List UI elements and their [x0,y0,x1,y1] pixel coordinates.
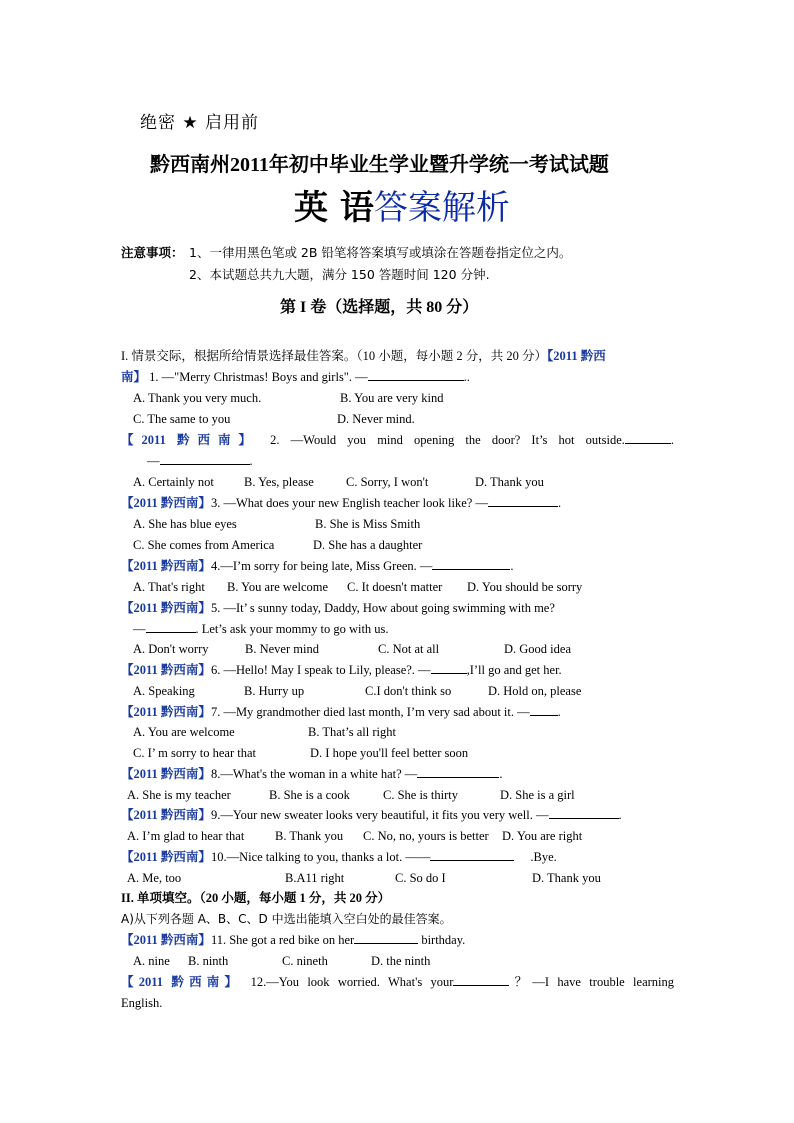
answer-blank [432,557,510,570]
question-text: 5. —It’ s sunny today, Daddy, How about going swimming with me? [210,601,555,615]
question-tag: 【2011 黔西南】 [121,601,211,615]
subject-title [294,180,510,229]
question-text: 6. —Hello! May I speak to Lily, please?. — [210,663,431,677]
option: C. So do I [395,871,446,885]
question-tag: 【2011 黔西南】 [121,767,211,781]
option: A. She has blue eyes [133,517,237,531]
option: B. She is a cook [269,788,350,802]
question-row [121,598,674,619]
question-row [121,847,674,868]
section-title: 第 I 卷（选择题，共 80 分） [280,299,479,316]
option: A. nine [133,954,170,968]
answer-blank [549,806,619,819]
question-tag: 【2011 黔西南】 [121,933,211,947]
subject-main: 英 语 [294,188,374,228]
option: A. She is my teacher [127,788,231,802]
exam-title: 黔西南州2011年初中毕业生学业暨升学统一考试试题 [150,154,609,176]
question-tail: . [499,767,503,781]
option: C. nineth [282,954,328,968]
question-tail: ,I’ll go and get her. [466,663,562,677]
question-row [133,619,686,640]
notice-item-1: 1、一律用黑色笔或 2B 铅笔将答案填写或填涂在答题卷指定位之内。 [189,245,572,260]
option: A. Speaking [133,684,195,698]
part1-instructions: I. 情景交际，根据所给情景选择最佳答案。（10 小题，每小题 2 分，共 20 分） [121,349,548,363]
question-tail: . Let’s ask your mommy to go with us. [195,622,389,636]
option: D. You should be sorry [467,580,583,594]
part2-title: II. 单项填空。（20 小题，每小题 1 分，共 20 分） [121,891,391,905]
question-row [121,660,674,681]
question-text: — [147,454,160,468]
question-row [121,764,674,785]
question-row [121,556,674,577]
subject-answer-label: 答案解析 [373,188,510,228]
question-text: 12.—You look worried. What's your [250,975,454,989]
question-tag: 南】 [121,370,147,384]
option: D. the ninth [371,954,431,968]
question-tag: 【2011 黔西南】 [121,663,211,677]
question-text: 2. —Would you mind opening the door? It’s hot outside. [270,433,625,447]
option: A. Don't worry [133,642,209,656]
question-row [121,805,674,826]
option: D. Thank you [475,475,544,489]
question-row [121,930,674,951]
question-tag: 【2011 黔西 [547,349,606,363]
question-tail: . [670,433,675,447]
question-tail: birthday. [418,933,466,947]
option: C. The same to you [133,412,231,426]
option: C. She is thirty [383,788,459,802]
option: A. You are welcome [133,725,235,739]
option: B. ninth [188,954,229,968]
question-tag: 【2011 黔西南】 [121,705,211,719]
question-text: 7. —My grandmother died last month, I’m very sad about it. — [210,705,530,719]
question-text: — [133,622,146,636]
option: B. That’s all right [308,725,396,739]
answer-blank [146,620,196,633]
question-tail: . [557,705,561,719]
question-row [147,451,700,472]
answer-blank [453,973,509,986]
option: C. Sorry, I won't [346,475,429,489]
answer-blank [625,431,671,444]
option: B. Thank you [275,829,344,843]
option: C. It doesn't matter [347,580,443,594]
option: D. You are right [502,829,583,843]
option: B. Yes, please [244,475,314,489]
option: C. Not at all [378,642,440,656]
question-text: 1. —"Merry Christmas! Boys and girls". — [149,370,368,384]
option: D. I hope you'll feel better soon [310,746,469,760]
part2-subtitle: A)从下列各题 A、B、C、D 中选出能填入空白处的最佳答案。 [121,912,452,926]
answer-blank [530,703,558,716]
question-text: 3. —What does your new English teacher look like? — [210,496,488,510]
question-text: 9.—Your new sweater looks very beautiful, it fits you very well. — [210,808,549,822]
option: B. You are welcome [227,580,329,594]
question-tag: 【2011 黔西南】 [121,808,211,822]
option: D. Hold on, please [488,684,582,698]
option: A. Thank you very much. [133,391,262,405]
question-row [121,702,674,723]
option: C.I don't think so [365,684,452,698]
option: C. I’ m sorry to hear that [133,746,256,760]
option: C. She comes from America [133,538,275,552]
question-tag: 【2011 黔西南】 [121,559,211,573]
answer-blank [160,452,250,465]
answer-blank [430,848,514,861]
notice-item-2: 2、本试题总共九大题，满分 150 答题时间 120 分钟. [189,267,490,282]
question-tail: . [510,559,514,573]
part1-intro [121,346,674,388]
option: B.A11 right [285,871,345,885]
question-tail: .Bye. [530,850,557,864]
question-tag: 【2011 黔西南】 [121,433,259,447]
question-text: 10.—Nice talking to you, thanks a lot. —— [210,850,431,864]
question-text: 4.—I’m sorry for being late, Miss Green. — [210,559,433,573]
question-tail: . [249,454,253,468]
option: A. That's right [133,580,205,594]
answer-blank [368,368,464,381]
option: D. She is a girl [500,788,575,802]
question-text: 11. She got a red bike on her [210,933,355,947]
question-tail: ？—I have trouble learning [509,975,675,989]
option: A. I’m glad to hear that [127,829,245,843]
option: A. Certainly not [133,475,214,489]
question-tail: . [557,496,562,510]
option: D. Thank you [532,871,601,885]
option: D. Never mind. [337,412,415,426]
option: A. Me, too [127,871,182,885]
answer-blank [488,494,558,507]
option: D. She has a daughter [313,538,423,552]
option: B. Hurry up [244,684,305,698]
question-row: English. [121,996,163,1010]
secret-label: 绝密 ★ 启用前 [140,113,260,133]
question-tag: 【2011 黔西南】 [121,975,243,989]
question-tag: 【2011 黔西南】 [121,496,211,510]
option: D. Good idea [504,642,571,656]
answer-blank [354,931,418,944]
question-row [121,430,674,451]
question-text: 8.—What's the woman in a white hat? — [210,767,418,781]
option: B. Never mind [245,642,319,656]
question-tag: 【2011 黔西南】 [121,850,211,864]
question-tail: .. [463,370,470,384]
question-row [121,493,674,514]
answer-blank [417,765,499,778]
option: C. No, no, yours is better [363,829,489,843]
answer-blank [431,661,467,674]
notice-label: 注意事项： [121,245,184,260]
question-tail: . [618,808,622,822]
question-row [121,972,674,993]
option: B. She is Miss Smith [315,517,421,531]
option: B. You are very kind [340,391,444,405]
